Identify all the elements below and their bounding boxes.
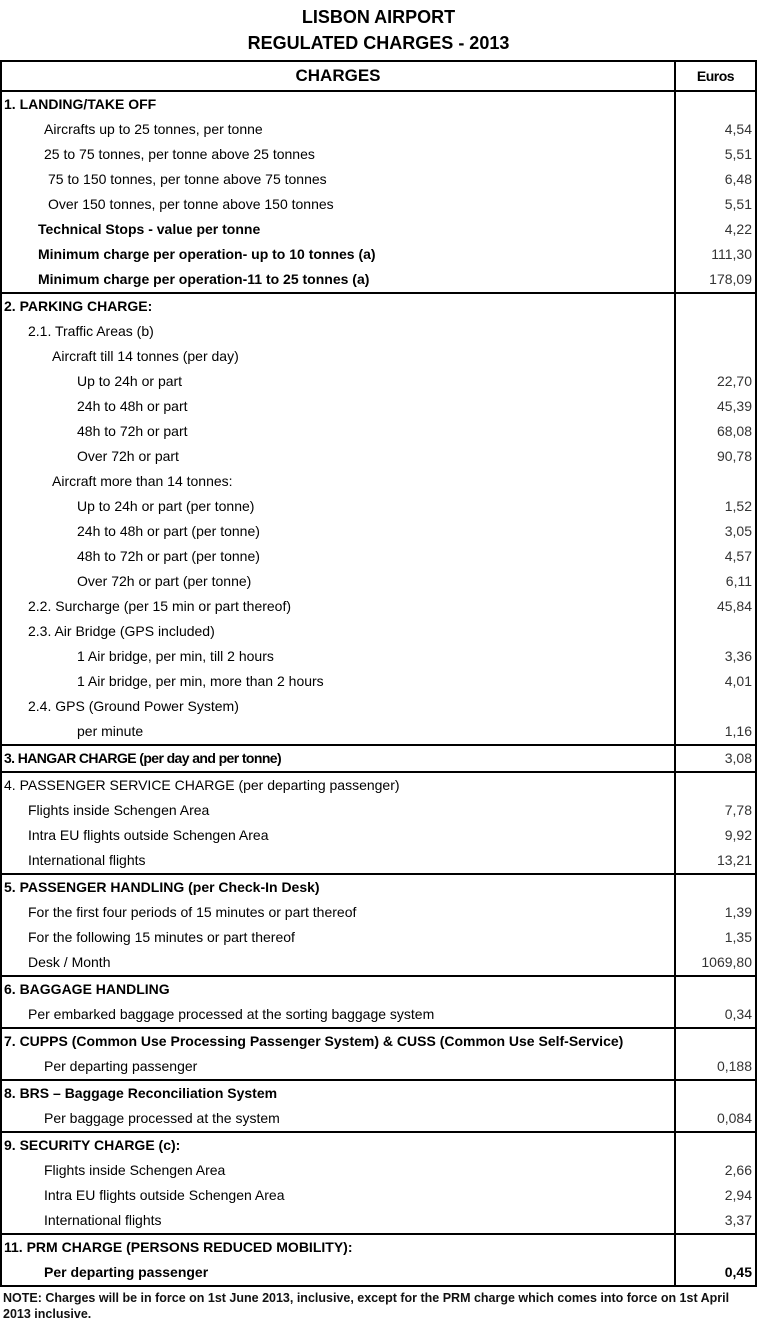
charge-label: 25 to 75 tonnes, per tonne above 25 tonnes	[2, 142, 676, 167]
table-row	[2, 719, 755, 744]
section-heading-row	[2, 1133, 755, 1158]
table-header	[2, 62, 755, 92]
table-row	[2, 544, 755, 569]
document-title: LISBON AIRPORT	[301, 7, 456, 27]
charge-label: Per embarked baggage processed at the sorting baggage system	[2, 1002, 676, 1027]
table-row	[2, 694, 755, 719]
charge-label: Over 150 tonnes, per tonne above 150 tonnes	[2, 192, 676, 217]
table-row	[2, 242, 755, 267]
charge-label: 48h to 72h or part (per tonne)	[2, 544, 676, 569]
section-heading-row	[2, 1235, 755, 1260]
table-row	[2, 217, 755, 242]
charge-label: For the first four periods of 15 minutes or part thereof	[2, 900, 676, 925]
charge-label: 1. LANDING/TAKE OFF	[2, 92, 676, 117]
charge-value: 0,084	[716, 1110, 752, 1126]
section-heading-row	[2, 977, 755, 1002]
table-row	[2, 469, 755, 494]
document-subtitle: REGULATED CHARGES - 2013	[247, 33, 510, 53]
charge-label: 1 Air bridge, per min, more than 2 hours	[2, 669, 676, 694]
charge-section	[2, 294, 755, 746]
charge-label: 2. PARKING CHARGE:	[2, 294, 676, 319]
charge-label: 6. BAGGAGE HANDLING	[2, 977, 676, 1002]
charge-label: For the following 15 minutes or part thereof	[2, 925, 676, 950]
charge-label: 2.4. GPS (Ground Power System)	[2, 694, 676, 719]
charge-label: 5. PASSENGER HANDLING (per Check-In Desk)	[2, 875, 676, 900]
charge-value	[676, 469, 755, 494]
charge-value: 0,45	[724, 1264, 752, 1280]
charge-label: Up to 24h or part (per tonne)	[2, 494, 676, 519]
charge-value: 5,51	[724, 196, 752, 212]
charge-value	[676, 694, 755, 719]
charge-label: 2.3. Air Bridge (GPS included)	[2, 619, 676, 644]
table-row	[2, 1260, 755, 1285]
table-row	[2, 142, 755, 167]
charge-value: 178,09	[709, 271, 752, 287]
charge-label: 4. PASSENGER SERVICE CHARGE (per departing passenger)	[2, 773, 676, 798]
charge-value: 9,92	[724, 827, 752, 843]
charge-label: Over 72h or part (per tonne)	[2, 569, 676, 594]
table-row	[2, 669, 755, 694]
charge-label: Over 72h or part	[2, 444, 676, 469]
table-row	[2, 798, 755, 823]
charge-label: Minimum charge per operation- up to 10 tonnes (a)	[2, 242, 676, 267]
charge-section	[2, 92, 755, 294]
table-row	[2, 900, 755, 925]
charge-label: Desk / Month	[2, 950, 676, 975]
charge-label: 1 Air bridge, per min, till 2 hours	[2, 644, 676, 669]
table-row	[2, 619, 755, 644]
table-row	[2, 267, 755, 292]
charge-label: 75 to 150 tonnes, per tonne above 75 tonnes	[2, 167, 676, 192]
charge-value	[676, 344, 755, 369]
section-heading-row	[2, 875, 755, 900]
charge-label: Intra EU flights outside Schengen Area	[2, 1183, 676, 1208]
charge-section	[2, 977, 755, 1029]
table-row	[2, 419, 755, 444]
charge-label: Aircraft till 14 tonnes (per day)	[2, 344, 676, 369]
footnote: NOTE: Charges will be in force on 1st June 2013, inclusive, except for the PRM charge which comes into force on 1st April 2013 inclusive.	[3, 1291, 730, 1321]
section-heading-row	[2, 773, 755, 798]
table-row	[2, 594, 755, 619]
charge-value: 5,51	[724, 146, 752, 162]
charge-value: 13,21	[716, 852, 752, 868]
charge-section	[2, 1133, 755, 1235]
charge-value: 6,11	[725, 573, 752, 589]
charge-value: 0,188	[716, 1058, 752, 1074]
euros-column-header: Euros	[696, 68, 735, 84]
charge-value: 7,78	[724, 802, 752, 818]
charge-value: 4,54	[724, 121, 752, 137]
charge-section	[2, 1081, 755, 1133]
charge-value: 45,39	[716, 398, 752, 414]
charge-label: 24h to 48h or part (per tonne)	[2, 519, 676, 544]
table-row	[2, 494, 755, 519]
table-row	[2, 319, 755, 344]
table-row	[2, 519, 755, 544]
charge-value: 111,30	[711, 246, 752, 262]
charge-value	[676, 1081, 755, 1106]
table-row	[2, 950, 755, 975]
charge-label: per minute	[2, 719, 676, 744]
charge-value: 68,08	[716, 423, 752, 439]
charge-section	[2, 1029, 755, 1081]
charge-section	[2, 1235, 755, 1287]
table-row	[2, 444, 755, 469]
charge-label: Technical Stops - value per tonne	[2, 217, 676, 242]
charge-value: 3,36	[724, 648, 752, 664]
charge-value	[676, 875, 755, 900]
charge-value: 4,57	[724, 548, 752, 564]
charge-label: 11. PRM CHARGE (PERSONS REDUCED MOBILITY):	[2, 1235, 676, 1260]
table-row	[2, 848, 755, 873]
section-heading-row	[2, 1029, 755, 1054]
charge-value: 4,01	[724, 673, 752, 689]
charge-value	[676, 619, 755, 644]
charge-value	[676, 1133, 755, 1158]
table-row	[2, 167, 755, 192]
table-row	[2, 823, 755, 848]
charge-value: 1,39	[724, 904, 752, 920]
charge-value: 3,08	[724, 750, 752, 766]
charges-table	[0, 60, 757, 1287]
charge-label: Aircraft more than 14 tonnes:	[2, 469, 676, 494]
charge-value	[676, 92, 755, 117]
charge-label: 2.1. Traffic Areas (b)	[2, 319, 676, 344]
charge-value	[676, 294, 755, 319]
table-row	[2, 369, 755, 394]
section-heading-row	[2, 746, 755, 771]
table-row	[2, 644, 755, 669]
table-row	[2, 344, 755, 369]
charge-value: 4,22	[724, 221, 752, 237]
charge-value	[676, 1029, 755, 1054]
charge-label: Flights inside Schengen Area	[2, 1158, 676, 1183]
charge-label: 7. CUPPS (Common Use Processing Passenger System) & CUSS (Common Use Self-Service)	[2, 1029, 676, 1054]
charge-label: 24h to 48h or part	[2, 394, 676, 419]
table-row	[2, 192, 755, 217]
charge-value: 6,48	[724, 171, 752, 187]
charge-value: 2,94	[724, 1187, 752, 1203]
table-row	[2, 1106, 755, 1131]
table-row	[2, 117, 755, 142]
charge-value	[676, 1235, 755, 1260]
table-row	[2, 1183, 755, 1208]
charge-value	[676, 773, 755, 798]
charge-label: Intra EU flights outside Schengen Area	[2, 823, 676, 848]
charge-section	[2, 746, 755, 773]
charge-value: 3,05	[724, 523, 752, 539]
charge-label: International flights	[2, 1208, 676, 1233]
charge-label: Per departing passenger	[2, 1260, 676, 1285]
charges-column-header: CHARGES	[2, 62, 676, 90]
table-row	[2, 1158, 755, 1183]
charge-value: 1,16	[724, 723, 752, 739]
table-row	[2, 1208, 755, 1233]
charge-label: Up to 24h or part	[2, 369, 676, 394]
charge-label: 2.2. Surcharge (per 15 min or part thereof)	[2, 594, 676, 619]
charge-value	[676, 319, 755, 344]
charge-value: 2,66	[724, 1162, 752, 1178]
charge-label: Per departing passenger	[2, 1054, 676, 1079]
charge-value: 90,78	[716, 448, 752, 464]
charge-value: 0,34	[724, 1006, 752, 1022]
table-row	[2, 569, 755, 594]
page	[0, 4, 757, 1322]
section-heading-row	[2, 1081, 755, 1106]
charge-value: 1,35	[724, 929, 752, 945]
charge-value: 45,84	[716, 598, 752, 614]
section-heading-row	[2, 92, 755, 117]
charges-sections	[2, 92, 755, 1287]
table-row	[2, 394, 755, 419]
table-row	[2, 925, 755, 950]
table-row	[2, 1002, 755, 1027]
charge-label: Flights inside Schengen Area	[2, 798, 676, 823]
charge-label: 9. SECURITY CHARGE (c):	[2, 1133, 676, 1158]
charge-label: Aircrafts up to 25 tonnes, per tonne	[2, 117, 676, 142]
charge-section	[2, 773, 755, 875]
charge-label: 8. BRS – Baggage Reconciliation System	[2, 1081, 676, 1106]
charge-value: 3,37	[724, 1212, 752, 1228]
table-row	[2, 1054, 755, 1079]
charge-label: International flights	[2, 848, 676, 873]
charge-section	[2, 875, 755, 977]
charge-label: Minimum charge per operation-11 to 25 tonnes (a)	[2, 267, 676, 292]
charge-label: 48h to 72h or part	[2, 419, 676, 444]
charge-value: 1069,80	[701, 954, 752, 970]
charge-label: 3. HANGAR CHARGE (per day and per tonne)	[2, 746, 676, 771]
charge-label: Per baggage processed at the system	[2, 1106, 676, 1131]
charge-value: 1,52	[724, 498, 752, 514]
charge-value	[676, 977, 755, 1002]
charge-value: 22,70	[716, 373, 752, 389]
section-heading-row	[2, 294, 755, 319]
